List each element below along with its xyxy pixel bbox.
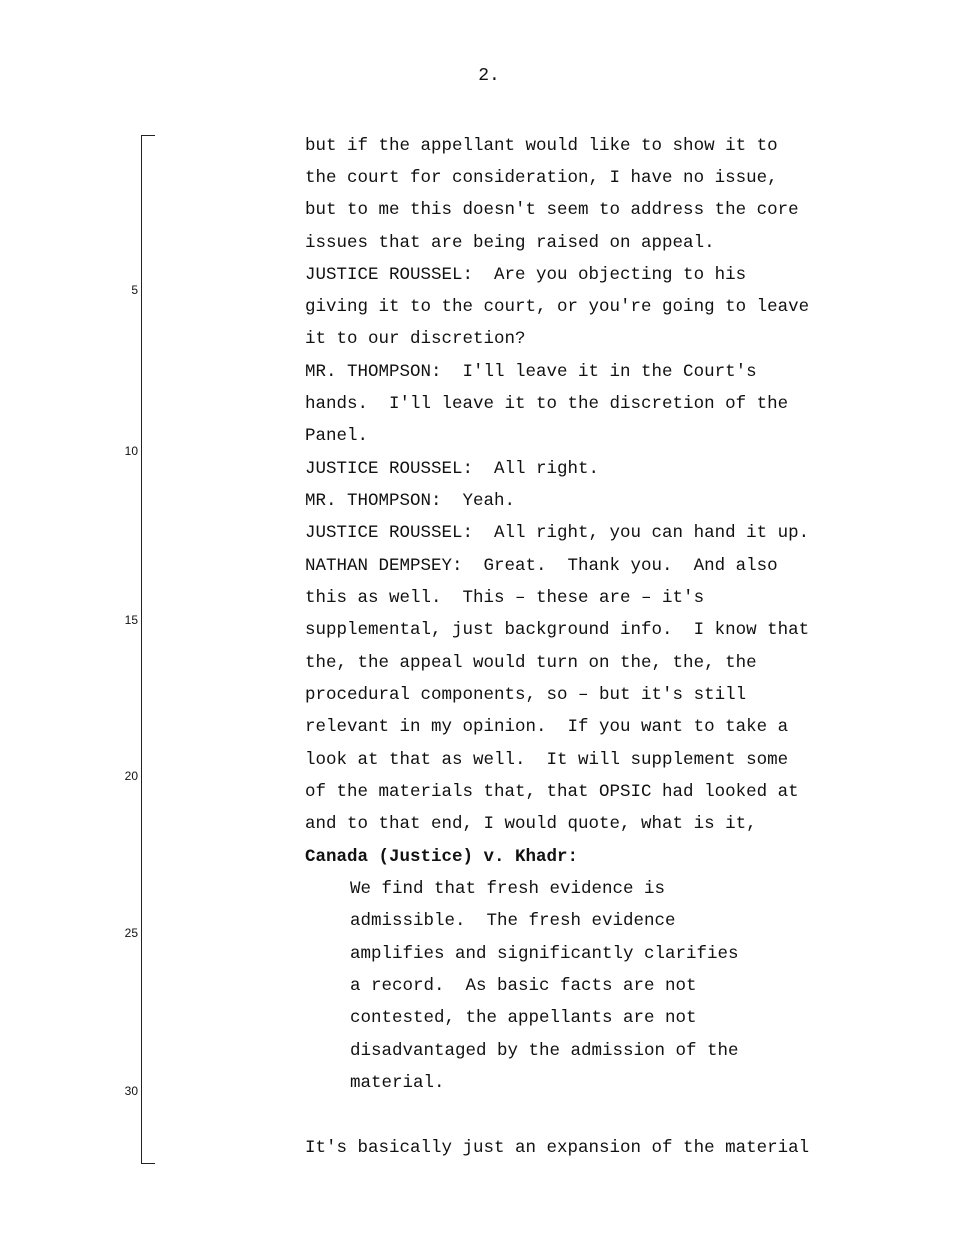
margin-line-number: 20	[124, 769, 138, 783]
transcript-line: issues that are being raised on appeal.	[305, 233, 715, 253]
transcript-line: but if the appellant would like to show it to	[305, 136, 778, 156]
transcript-line: and to that end, I would quote, what is it,	[305, 814, 757, 834]
page-number: 2.	[478, 66, 500, 86]
transcript-line: procedural components, so – but it's still	[305, 685, 747, 705]
transcript-line: hands. I'll leave it to the discretion of the	[305, 394, 789, 414]
transcript-line: the, the appeal would turn on the, the, the	[305, 653, 757, 673]
quoted-line: disadvantaged by the admission of the	[350, 1041, 739, 1061]
transcript-line: look at that as well. It will supplement some	[305, 750, 789, 770]
case-citation: Canada (Justice) v. Khadr:	[305, 847, 579, 867]
margin-line-number: 25	[124, 926, 138, 940]
transcript-line: of the materials that, that OPSIC had looked at	[305, 782, 799, 802]
transcript-line: this as well. This – these are – it's	[305, 588, 705, 608]
transcript-line: supplemental, just background info. I know that	[305, 620, 810, 640]
transcript-line: it to our discretion?	[305, 329, 526, 349]
quoted-line: a record. As basic facts are not	[350, 976, 697, 996]
margin-line-number: 15	[124, 613, 138, 627]
transcript-line: It's basically just an expansion of the material	[305, 1138, 810, 1158]
transcript-line: MR. THOMPSON: Yeah.	[305, 491, 516, 511]
margin-bracket	[141, 135, 155, 1164]
transcript-line: JUSTICE ROUSSEL: Are you objecting to his	[305, 265, 747, 285]
transcript-line: NATHAN DEMPSEY: Great. Thank you. And also	[305, 556, 778, 576]
quoted-line: admissible. The fresh evidence	[350, 911, 676, 931]
transcript-line: JUSTICE ROUSSEL: All right, you can hand it up.	[305, 523, 810, 543]
margin-line-number: 30	[124, 1084, 138, 1098]
transcript-line: the court for consideration, I have no issue,	[305, 168, 778, 188]
quoted-line: amplifies and significantly clarifies	[350, 944, 739, 964]
transcript-line: JUSTICE ROUSSEL: All right.	[305, 459, 600, 479]
transcript-line: relevant in my opinion. If you want to take a	[305, 717, 789, 737]
quoted-line: We find that fresh evidence is	[350, 879, 666, 899]
margin-line-number: 5	[131, 283, 138, 297]
quoted-line: contested, the appellants are not	[350, 1008, 697, 1028]
transcript-line: Panel.	[305, 426, 369, 446]
transcript-line: but to me this doesn't seem to address the core	[305, 200, 799, 220]
transcript-line: MR. THOMPSON: I'll leave it in the Court's	[305, 362, 757, 382]
margin-line-number: 10	[124, 444, 138, 458]
quoted-line: material.	[350, 1073, 445, 1093]
transcript-line: giving it to the court, or you're going to leave	[305, 297, 810, 317]
